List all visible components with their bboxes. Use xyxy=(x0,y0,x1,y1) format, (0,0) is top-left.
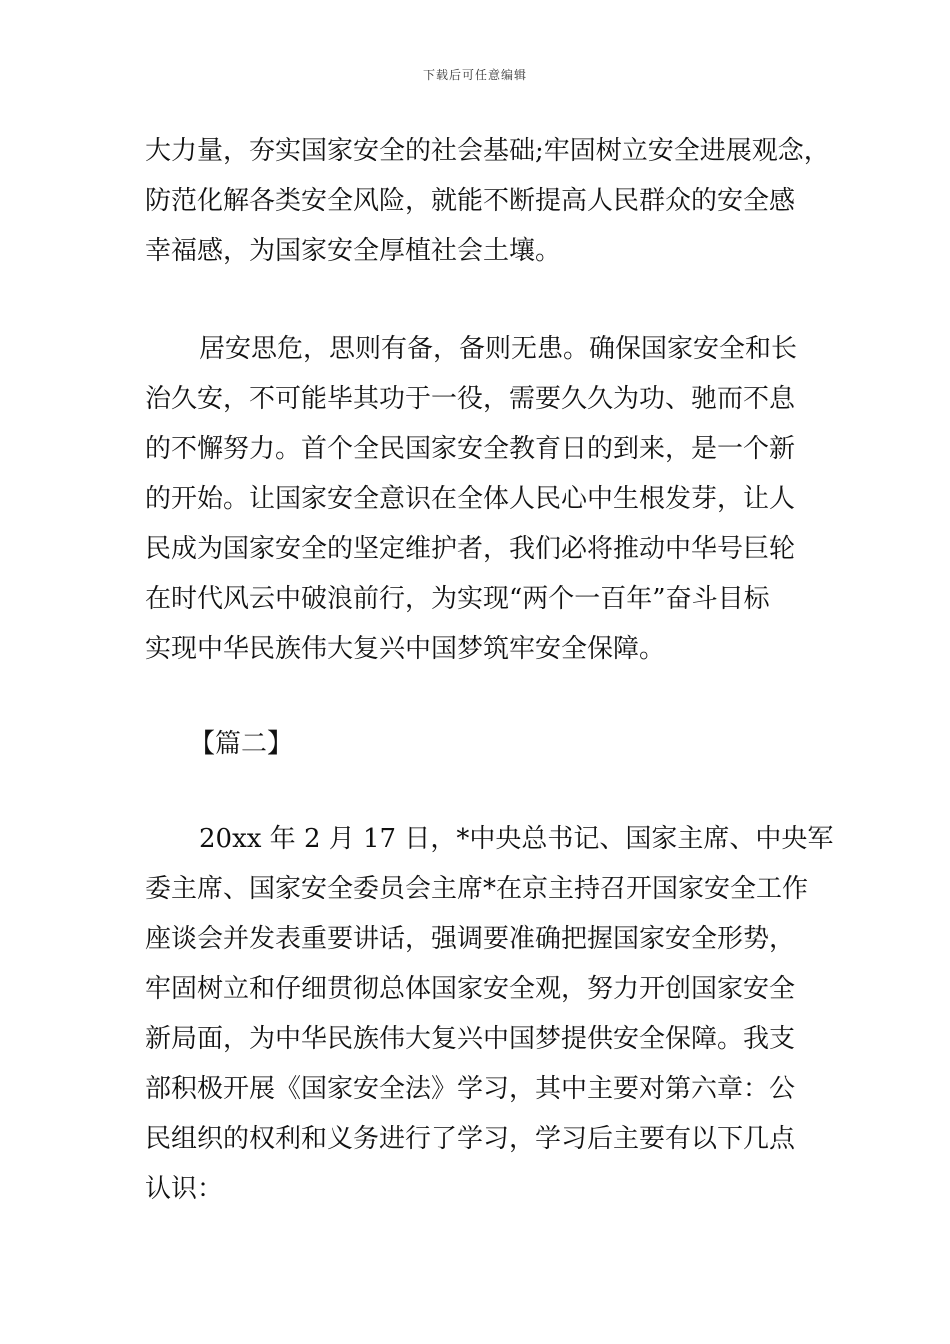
text-line: 民成为国家安全的坚定维护者，我们必将推动中华号巨轮 xyxy=(145,534,796,564)
text-line: 新局面，为中华民族伟大复兴中国梦提供安全保障。我支 xyxy=(145,1024,796,1054)
paragraph-spacer xyxy=(145,276,815,324)
text-line: 20xx 年 2 月 17 日，*中央总书记、国家主席、中央军 xyxy=(199,824,834,854)
text-line: 在时代风云中破浪前行，为实现“两个一百年”奋斗目标 xyxy=(145,584,770,614)
text-line: 部积极开展《国家安全法》学习，其中主要对第六章：公 xyxy=(145,1074,796,1104)
text-line: 认识： xyxy=(145,1174,224,1204)
section-title: 【篇二】 xyxy=(189,729,294,759)
page-header: 下载后可任意编辑 xyxy=(422,68,527,82)
text-line: 幸福感，为国家安全厚植社会土壤。 xyxy=(145,236,562,266)
text-line: 防范化解各类安全风险，就能不断提高人民群众的安全感 xyxy=(145,186,796,216)
text-line: 实现中华民族伟大复兴中国梦筑牢安全保障。 xyxy=(145,634,666,664)
paragraph-1 xyxy=(145,126,830,276)
paragraph-3 xyxy=(145,814,834,1214)
text-line: 牢固树立和仔细贯彻总体国家安全观，努力开创国家安全 xyxy=(145,974,796,1004)
text-line: 委主席、国家安全委员会主席*在京主持召开国家安全工作 xyxy=(145,874,809,904)
paragraph-spacer xyxy=(145,769,815,814)
text-line: 治久安，不可能毕其功于一役，需要久久为功、驰而不息 xyxy=(145,384,796,414)
document-body xyxy=(145,126,834,1214)
text-line: 的开始。让国家安全意识在全体人民心中生根发芽，让人 xyxy=(145,484,796,514)
section-heading xyxy=(145,719,815,769)
text-line: 座谈会并发表重要讲话，强调要准确把握国家安全形势， xyxy=(145,924,796,954)
text-line: 大力量，夯实国家安全的社会基础;牢固树立安全进展观念， xyxy=(145,136,830,166)
text-line: 民组织的权利和义务进行了学习，学习后主要有以下几点 xyxy=(145,1124,796,1154)
paragraph-2 xyxy=(145,324,815,674)
text-line: 的不懈努力。首个全民国家安全教育日的到来，是一个新 xyxy=(145,434,796,464)
paragraph-spacer xyxy=(145,674,815,719)
text-line: 居安思危，思则有备，备则无患。确保国家安全和长 xyxy=(199,334,798,364)
